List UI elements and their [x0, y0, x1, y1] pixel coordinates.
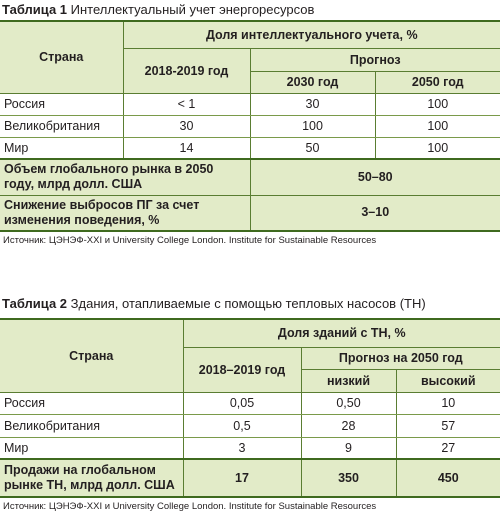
table-1-header-forecast: Прогноз [250, 48, 500, 71]
summary-label-line: Продажи на глобальном [4, 463, 156, 477]
summary-label-line: изменения поведения, % [4, 212, 160, 227]
table-row [0, 137, 500, 159]
summary-label-line: рынке ТН, млрд долл. США [4, 478, 175, 492]
value-cell: 28 [301, 414, 396, 437]
summary-value: 3–10 [250, 195, 500, 231]
table-1-header-country: Страна [0, 21, 123, 93]
table-1-caption [0, 0, 500, 20]
value-cell: 0,5 [183, 414, 301, 437]
table-1-header-2050: 2050 год [375, 71, 500, 93]
table-1-header-2030: 2030 год [250, 71, 375, 93]
summary-value: 450 [396, 459, 500, 497]
table-2-header-row-1 [0, 319, 500, 347]
table-row [0, 437, 500, 459]
table-2 [0, 318, 500, 498]
table-1-caption-number: Таблица 1 [2, 2, 68, 17]
summary-label-line: Объем глобального рынка в 2050 [4, 162, 214, 177]
country-cell: Россия [0, 93, 123, 115]
country-cell: Мир [4, 140, 29, 155]
table-1-source: Источник: ЦЭНЭФ-XXI и University College London. Institute for Sustainable Resources [3, 235, 377, 246]
summary-row [0, 159, 500, 195]
summary-label-line: году, млрд долл. США [4, 177, 143, 192]
table-row [0, 93, 500, 115]
country-cell: Россия [0, 392, 183, 414]
table-1-header-group: Доля интеллектуального учета, % [123, 21, 500, 48]
value-cell: 100 [375, 115, 500, 137]
value-cell: 50 [250, 137, 375, 159]
table-2-header-low: низкий [301, 369, 396, 392]
table-2-header-group: Доля зданий с ТН, % [183, 319, 500, 347]
summary-label [0, 195, 250, 231]
summary-label [0, 159, 250, 195]
value-cell: 100 [250, 115, 375, 137]
table-2-header-forecast: Прогноз на 2050 год [301, 347, 500, 369]
value-cell: 30 [250, 93, 375, 115]
summary-value: 17 [183, 459, 301, 497]
summary-row [0, 195, 500, 231]
summary-value: 350 [301, 459, 396, 497]
value-cell: 0,05 [183, 392, 301, 414]
summary-row [0, 459, 500, 497]
value-cell: 30 [123, 115, 250, 137]
table-1-header-current: 2018-2019 год [123, 48, 250, 93]
value-cell: 10 [396, 392, 500, 414]
table-1-caption-text: Интеллектуальный учет энергоресурсов [70, 2, 315, 17]
table-row [0, 115, 500, 137]
table-2-header-current: 2018–2019 год [183, 347, 301, 392]
value-cell: 100 [375, 93, 500, 115]
value-cell: 27 [396, 437, 500, 459]
value-cell: < 1 [123, 93, 250, 115]
table-row [0, 392, 500, 414]
table-2-header-high: высокий [396, 369, 500, 392]
table-2-caption [0, 294, 500, 314]
value-cell: 14 [123, 137, 250, 159]
country-cell: Великобритания [0, 115, 123, 137]
value-cell: 100 [375, 137, 500, 159]
country-cell: Великобритания [0, 414, 183, 437]
table-2-header-country: Страна [0, 319, 183, 392]
value-cell: 57 [396, 414, 500, 437]
summary-label [0, 459, 183, 497]
summary-value: 50–80 [250, 159, 500, 195]
table-2-caption-number: Таблица 2 [2, 296, 68, 311]
table-2-block [0, 294, 500, 516]
table-1-header-row-1 [0, 21, 500, 48]
value-cell: 3 [183, 437, 301, 459]
table-2-source: Источник: ЦЭНЭФ-XXI и University College London. Institute for Sustainable Resources [3, 501, 377, 512]
value-cell: 9 [301, 437, 396, 459]
country-cell: Мир [4, 440, 29, 455]
table-row [0, 414, 500, 437]
table-1 [0, 20, 500, 232]
table-1-block [0, 0, 500, 250]
value-cell: 0,50 [301, 392, 396, 414]
table-2-caption-text: Здания, отапливаемые с помощью тепловых насосов (ТН) [70, 296, 426, 311]
summary-label-line: Снижение выбросов ПГ за счет [4, 197, 200, 212]
